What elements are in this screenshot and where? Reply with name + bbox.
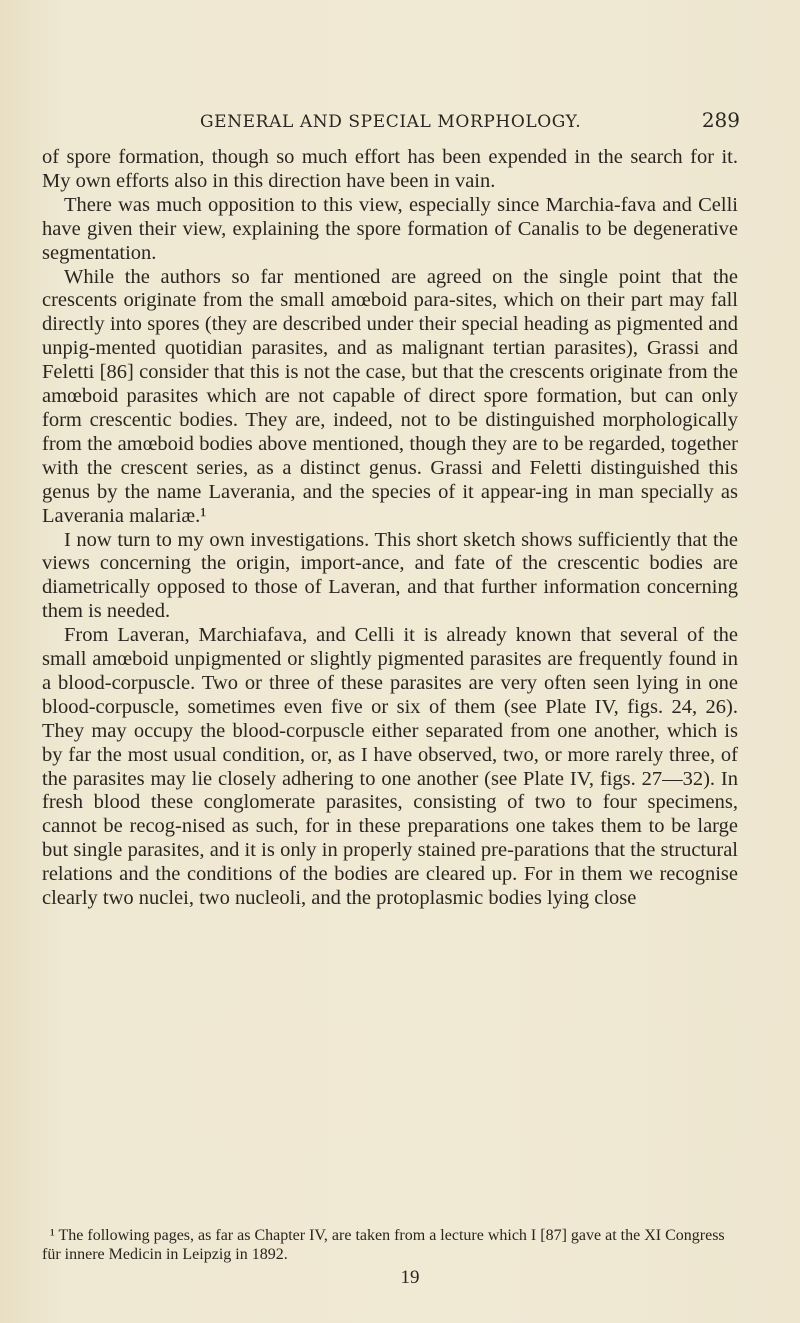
page-header <box>200 108 740 134</box>
paragraph-3: While the authors so far mentioned are agreed on the single point that the crescents originate from the small amœboid para-sites, which on their part may fall directly into spores (they are described under their special heading as pigmented and unpig-mented quotidian parasites, and as malignant tertian parasites), Grassi and Feletti [86] consider that this is not the case, but that the crescents originate from the amœboid parasites which are not capable of direct spore formation, but can only form crescentic bodies. They are, indeed, not to be distinguished morphologically from the amœboid bodies above mentioned, though they are to be regarded, together with the crescent series, as a distinct genus. Grassi and Feletti distinguished this genus by the name Laverania, and the species of it appear-ing in man specially as Laverania malariæ.¹ <box>42 265 738 527</box>
signature-mark: 19 <box>400 1267 420 1288</box>
paragraph-5: From Laveran, Marchiafava, and Celli it is already known that several of the small amœboid unpigmented or slightly pigmented parasites are frequently found in a blood-corpuscle. Two or three of these parasites are very often seen lying in one blood-corpuscle, sometimes even five or six of them (see Plate IV, figs. 24, 26). They may occupy the blood-corpuscle either separated from one another, which is by far the most usual condition, or, as I have observed, two, or more rarely three, of the parasites may lie closely adhering to one another (see Plate IV, figs. 27—32). In fresh blood these conglomerate parasites, consisting of two to four specimens, cannot be recog-nised as such, for in these preparations one takes them to be large but single parasites, and it is only in properly stained pre-parations that the structural relations and the conditions of the bodies are cleared up. For in them we recognise clearly two nuclei, two nucleoli, and the protoplasmic bodies lying close <box>42 624 738 910</box>
running-title: GENERAL AND SPECIAL MORPHOLOGY. <box>200 112 582 132</box>
footnote-text: ¹ The following pages, as far as Chapter IV, are taken from a lecture which I [87] gave at the XI Congress für innere Medicin in Leipzig in 1892. <box>42 1227 725 1263</box>
footnote <box>42 1226 738 1264</box>
paragraph-4: I now turn to my own investigations. This short sketch shows sufficiently that the views concerning the origin, import-ance, and fate of the crescentic bodies are diametrically opposed to those of Laveran, and that further information concerning them is needed. <box>42 528 738 623</box>
body-text <box>42 146 738 911</box>
paragraph-1: of spore formation, though so much effort has been expended in the search for it. My own efforts also in this direction have been in vain. <box>42 146 738 192</box>
paragraph-2: There was much opposition to this view, especially since Marchia-fava and Celli have given their view, explaining the spore formation of Canalis to be degenerative segmentation. <box>42 193 738 264</box>
page-number: 289 <box>701 108 740 132</box>
